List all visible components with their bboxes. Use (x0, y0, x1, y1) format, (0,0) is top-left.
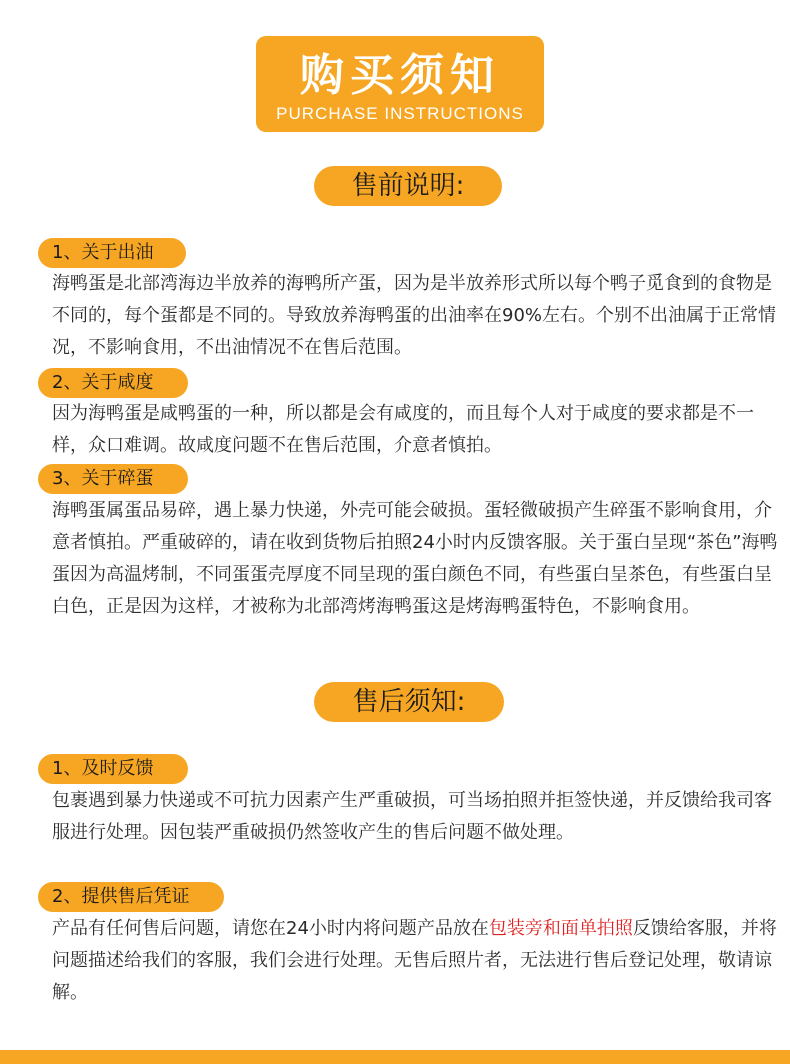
presale-item-broken-label: 3、关于碎蛋 (38, 464, 188, 494)
proof-text-highlight: 包装旁和面单拍照 (488, 918, 633, 939)
aftersale-heading: 售后须知: (314, 682, 504, 722)
aftersale-item-feedback-label: 1、及时反馈 (38, 754, 188, 784)
page-subtitle: PURCHASE INSTRUCTIONS (276, 104, 524, 123)
bottom-accent-bar (0, 1050, 790, 1064)
aftersale-item-feedback-text: 包裹遇到暴力快递或不可抗力因素产生严重破损，可当场拍照并拒签快递，并反馈给我司客服进行处理。因包装严重破损仍然签收产生的售后问题不做处理。 (52, 790, 772, 843)
presale-item-salt-label: 2、关于咸度 (38, 368, 188, 398)
proof-text-start: 产品有任何售后问题，请您在24小时内将问题产品放在 (52, 918, 489, 939)
aftersale-item-proof-text (52, 913, 782, 1009)
aftersale-item-proof-label: 2、提供售后凭证 (38, 882, 224, 912)
main-title-banner (256, 36, 544, 132)
presale-heading: 售前说明: (314, 166, 502, 206)
proof-text-end: 反馈给客服，并将问题描述给我们的客服，我们会进行处理。无售后照片者，无法进行售后登记处理，敬请谅解。 (52, 918, 777, 1003)
presale-item-broken-text: 海鸭蛋属蛋品易碎，遇上暴力快递，外壳可能会破损。蛋轻微破损产生碎蛋不影响食用，介意者慎拍。严重破碎的，请在收到货物后拍照24小时内反馈客服。关于蛋白呈现“茶色”海鸭蛋因为高温烤制，不同蛋蛋壳厚度不同呈现的蛋白颜色不同，有些蛋白呈茶色，有些蛋白呈白色，正是因为这样，才被称为北部湾烤海鸭蛋这是烤海鸭蛋特色，不影响食用。 (52, 500, 778, 617)
presale-item-salt-text: 因为海鸭蛋是咸鸭蛋的一种，所以都是会有咸度的，而且每个人对于咸度的要求都是不一样，众口难调。故咸度问题不在售后范围，介意者慎拍。 (52, 403, 754, 456)
presale-item-oil-label: 1、关于出油 (38, 238, 186, 268)
presale-item-oil-text: 海鸭蛋是北部湾海边半放养的海鸭所产蛋，因为是半放养形式所以每个鸭子觅食到的食物是不同的，每个蛋都是不同的。导致放养海鸭蛋的出油率在90%左右。个别不出油属于正常情况，不影响食用，不出油情况不在售后范围。 (52, 273, 777, 358)
page-title: 购买须知 (300, 50, 500, 101)
